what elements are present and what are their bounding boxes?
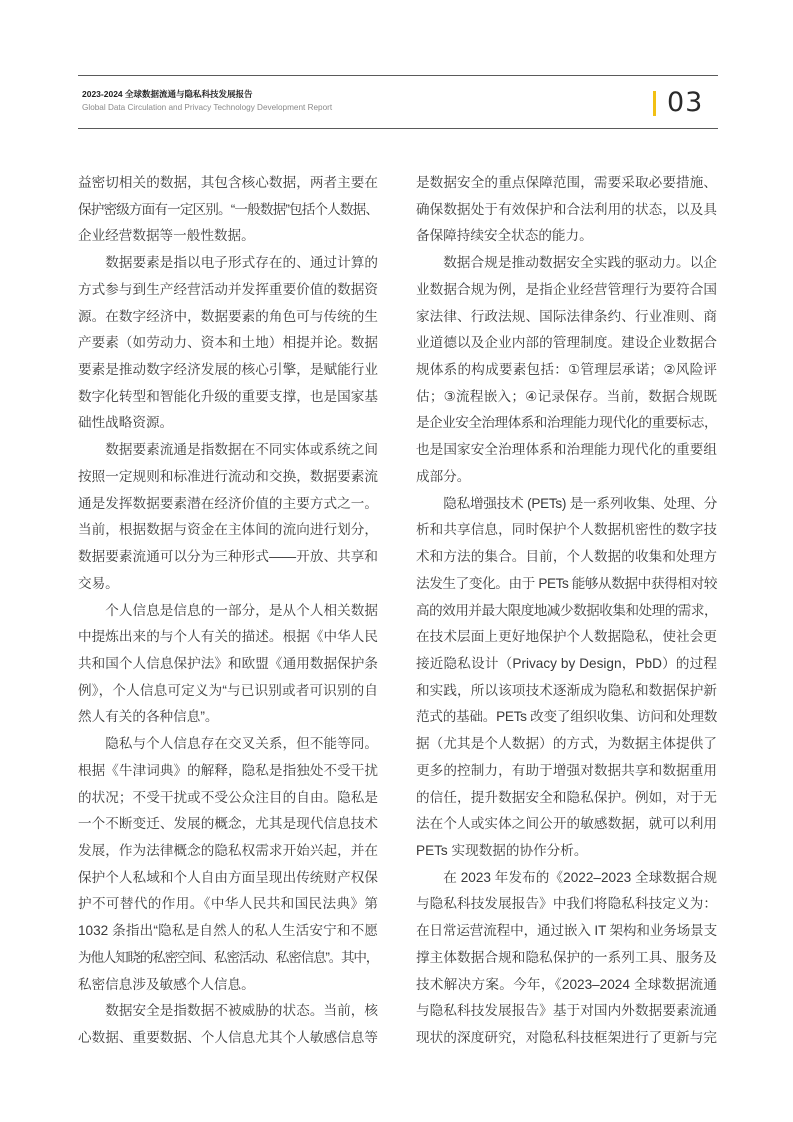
text-line: 与隐私科技发展报告》基于对国内外数据要素流通 [416,1003,717,1019]
header-rule-top [78,75,718,76]
text-line: 共和国个人信息保护法》和欧盟《通用数据保护条 [78,655,378,671]
text-line: 现状的深度研究，对隐私科技框架进行了更新与完 [416,1030,717,1045]
text-line: 益密切相关的数据，其包含核心数据，两者主要在 [78,175,378,190]
text-line: 数据要素是指以电子形式存在的、通过计算的 [105,255,378,271]
paragraph [416,170,717,250]
text-line: 也是国家安全治理体系和治理能力现代化的重要组 [416,442,717,458]
text-line: 要素是推动数字经济发展的核心引擎，是赋能行业 [78,362,378,378]
text-line: 为他人知晓的私密空间、私密活动、私密信息”。其中， [78,949,378,965]
text-line: 范式的基础。PETs 改变了组织收集、访问和处理数 [416,709,717,725]
header-rule-bottom [78,128,718,129]
text-line: 接近隐私设计（Privacy by Design，PbD）的过程 [416,655,717,671]
paragraph [78,250,378,437]
text-line: PETs 实现数据的协作分析。 [416,842,588,858]
text-line: 方式参与到生产经营活动并发挥重要价值的数据资 [78,281,378,297]
text-line: 在 2023 年发布的《2022–2023 全球数据合规 [443,869,717,885]
text-line: 成部分。 [416,468,471,484]
text-line: 是企业安全治理体系和治理能力现代化的重要标志， [416,415,717,431]
text-line: 与隐私科技发展报告》中我们将隐私科技定义为： [416,896,717,912]
report-subtitle: Global Data Circulation and Privacy Technology Development Report [82,103,333,112]
text-line: 隐私增强技术 (PETs) 是一系列收集、处理、分 [443,495,717,511]
text-line: 撑主体数据合规和隐私保护的一系列工具、服务及 [416,949,717,965]
text-line: 1032 条指出“隐私是自然人的私人生活安宁和不愿 [78,923,378,939]
text-line: 数据要素流通可以分为三种形式——开放、共享和 [78,549,378,565]
paragraph [416,491,717,865]
text-line: 例》，个人信息可定义为“与已识别或者可识别的自 [78,682,378,698]
text-line: 数据合规是推动数据安全实践的驱动力。以企 [443,255,717,271]
text-line: 据（尤其是个人数据）的方式，为数据主体提供了 [416,736,717,752]
text-line: 当前，根据数据与资金在主体间的流向进行划分， [78,522,378,538]
paragraph [416,865,717,1052]
text-line: 然人有关的各种信息”。 [78,709,219,725]
text-line: 个人信息是信息的一部分，是从个人相关数据 [105,602,378,618]
text-line: 在技术层面上更好地保护个人数据隐私，使社会更 [416,629,717,645]
text-line: 中提炼出来的与个人有关的描述。根据《中华人民 [78,629,378,645]
text-line: 估；③流程嵌入；④记录保存。当前，数据合规既 [416,388,717,404]
text-line: 术和方法的集合。目前，个人数据的收集和处理方 [416,549,717,565]
text-line: 的状况；不受干扰或不受公众注目的自由。隐私是 [78,789,378,805]
report-title: 2023-2024 全球数据流通与隐私科技发展报告 [82,89,253,99]
text-line: 源。在数字经济中，数据要素的角色可与传统的生 [78,308,378,324]
text-line: 交易。 [78,575,119,591]
text-line: 业数据合规为例，是指企业经营管理行为要符合国 [416,281,717,297]
page-number: 03 [667,87,704,118]
text-line: 隐私与个人信息存在交叉关系，但不能等同。 [105,736,378,752]
text-line: 规体系的构成要素包括：①管理层承诺；②风险评 [416,362,717,378]
accent-bar [653,91,656,116]
text-line: 础性战略资源。 [78,415,174,431]
paragraph [78,731,378,998]
text-line: 备保障持续安全状态的能力。 [416,228,593,244]
text-line: 更多的控制力，有助于增强对数据共享和数据重用 [416,762,717,778]
text-line: 一个不断变迁、发展的概念，尤其是现代信息技术 [78,816,378,832]
text-line: 企业经营数据等一般性数据。 [78,228,255,244]
text-line: 是数据安全的重点保障范围，需要采取必要措施、 [416,175,717,190]
text-line: 保护个人私域和个人自由方面呈现出传统财产权保 [78,869,378,885]
text-line: 数据要素流通是指数据在不同实体或系统之间 [105,442,378,458]
paragraph [78,998,378,1051]
paragraph [78,437,378,597]
text-line: 在日常运营流程中，通过嵌入 IT 架构和业务场景支 [416,923,717,939]
text-line: 高的效用并最大限度地减少数据收集和处理的需求， [416,602,717,618]
paragraph [416,250,717,490]
left-column [78,170,378,1052]
text-line: 数字化转型和智能化升级的重要支撑，也是国家基 [78,388,378,404]
text-line: 保护密级方面有一定区别。“一般数据”包括个人数据、 [78,201,378,217]
text-line: 和实践，所以该项技术逐渐成为隐私和数据保护新 [416,682,717,698]
text-line: 确保数据处于有效保护和合法利用的状态，以及具 [416,201,717,217]
text-line: 法发生了变化。由于 PETs 能够从数据中获得相对较 [416,575,717,591]
text-line: 产要素（如劳动力、资本和土地）相提并论。数据 [78,335,378,351]
text-line: 按照一定规则和标准进行流动和交换，数据要素流 [78,468,378,484]
text-line: 私密信息涉及敏感个人信息。 [78,976,255,992]
text-line: 通是发挥数据要素潜在经济价值的主要方式之一。 [78,495,378,511]
text-line: 心数据、重要数据、个人信息尤其个人敏感信息等 [78,1030,378,1045]
text-line: 的信任，提升数据安全和隐私保护。例如，对于无 [416,789,717,805]
paragraph [78,598,378,732]
right-column [416,170,717,1052]
text-line: 法在个人或实体之间公开的敏感数据，就可以利用 [416,816,717,832]
text-line: 家法律、行政法规、国际法律条约、行业准则、商 [416,308,717,324]
text-line: 析和共享信息，同时保护个人数据机密性的数字技 [416,522,717,538]
text-line: 发展，作为法律概念的隐私权需求开始兴起，并在 [78,842,378,858]
text-line: 数据安全是指数据不被威胁的状态。当前，核 [105,1003,378,1019]
paragraph [78,170,378,250]
text-line: 技术解决方案。今年，《2023–2024 全球数据流通 [416,976,717,992]
text-line: 根据《牛津词典》的解释，隐私是指独处不受干扰 [78,762,378,778]
text-line: 护不可替代的作用。《中华人民共和国民法典》第 [78,896,378,912]
text-line: 业道德以及企业内部的管理制度。建设企业数据合 [416,335,717,351]
